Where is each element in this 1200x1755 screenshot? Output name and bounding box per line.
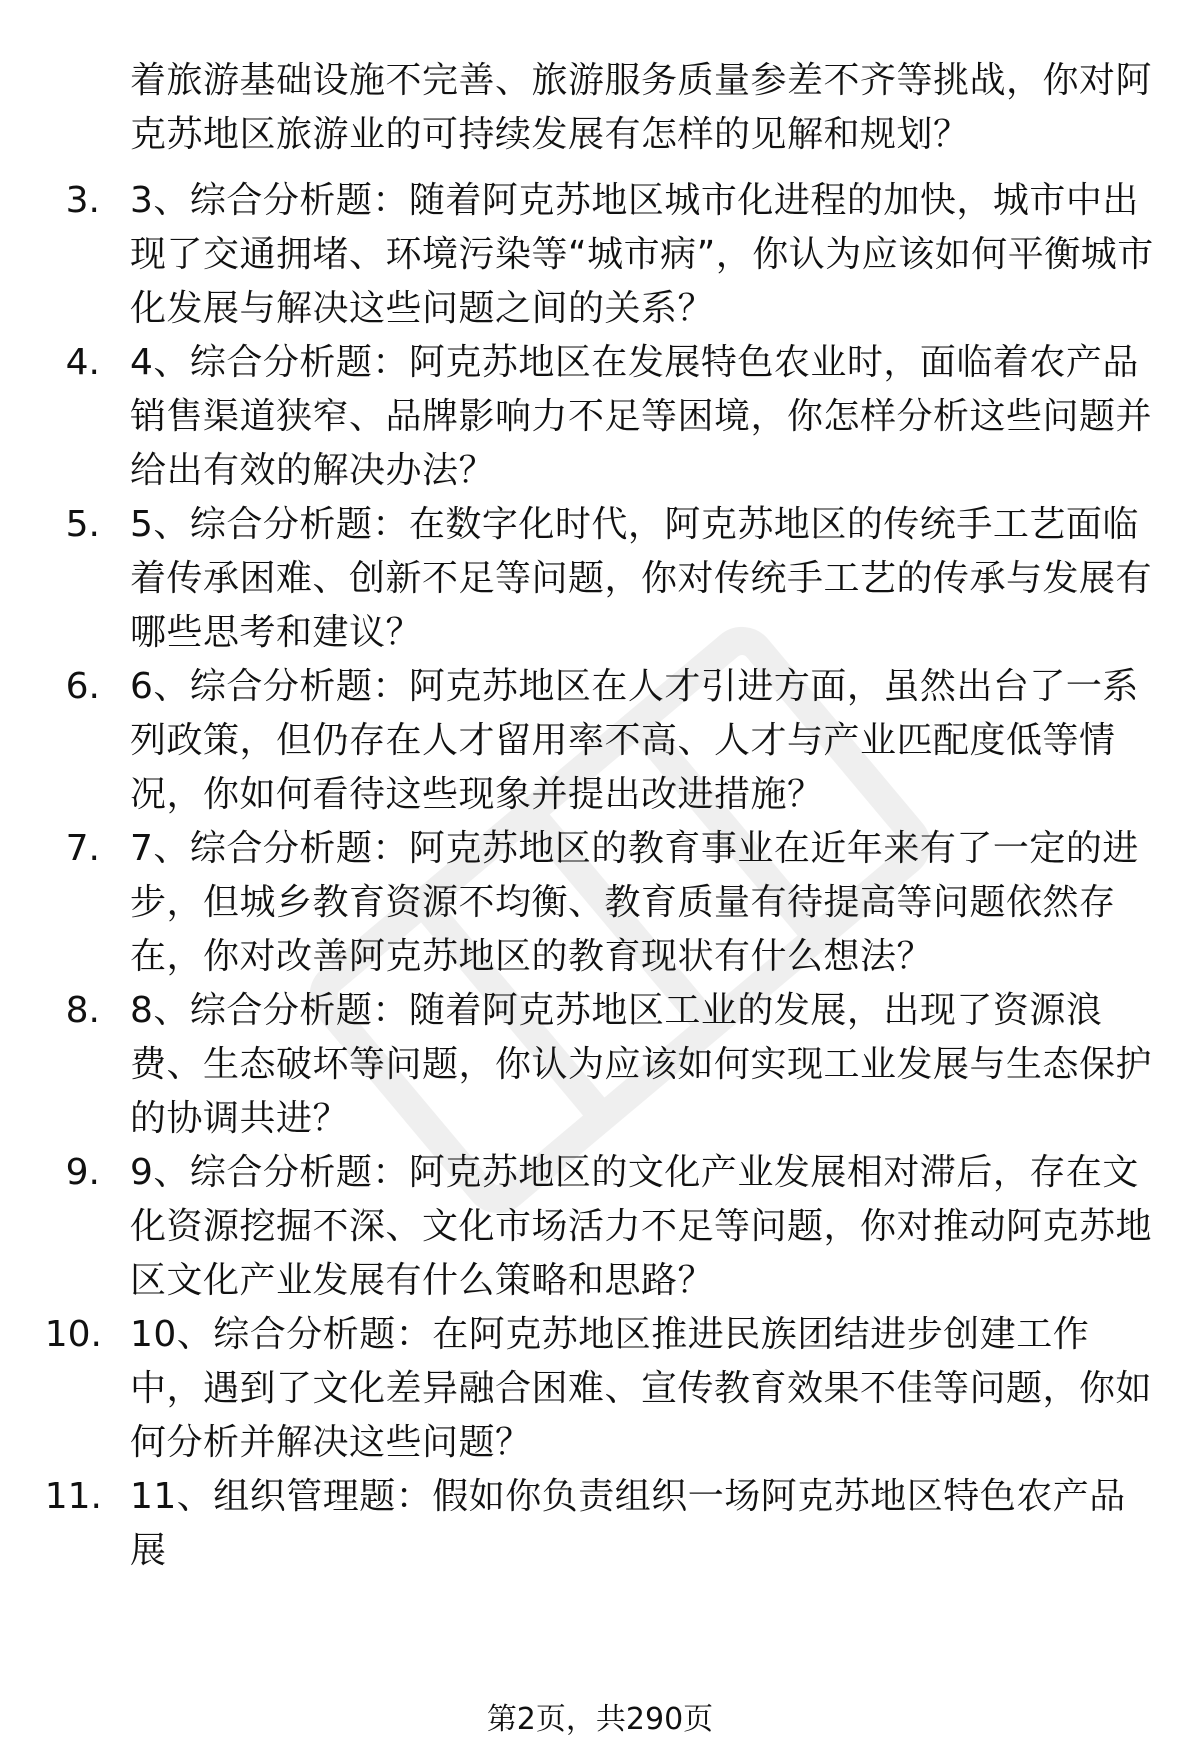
- item-text: 11、组织管理题：假如你负责组织一场阿克苏地区特色农产品展: [130, 1476, 1126, 1571]
- item-number: 7.: [65, 828, 100, 869]
- page-footer: 第2页，共290页: [486, 1702, 714, 1737]
- item-text: 10、综合分析题：在阿克苏地区推进民族团结进步创建工作中，遇到了文化差异融合困难、宣传教育效果不佳等问题，你如何分析并解决这些问题？: [130, 1314, 1153, 1463]
- item-text: 4、综合分析题：阿克苏地区在发展特色农业时，面临着农产品销售渠道狭窄、品牌影响力不足等困境，你怎样分析这些问题并给出有效的解决办法？: [130, 342, 1153, 491]
- item-text: 3、综合分析题：随着阿克苏地区城市化进程的加快，城市中出现了交通拥堵、环境污染等“城市病”，你认为应该如何平衡城市化发展与解决这些问题之间的关系？: [130, 180, 1154, 329]
- item-text: 8、综合分析题：随着阿克苏地区工业的发展，出现了资源浪费、生态破坏等问题，你认为应该如何实现工业发展与生态保护的协调共进？: [130, 990, 1153, 1139]
- item-number: 6.: [65, 666, 100, 707]
- item-text: 6、综合分析题：阿克苏地区在人才引进方面，虽然出台了一系列政策，但仍存在人才留用率不高、人才与产业匹配度低等情况，你如何看待这些现象并提出改进措施？: [130, 666, 1139, 815]
- item-number: 9.: [65, 1152, 100, 1193]
- item-number: 10.: [44, 1314, 102, 1355]
- item-number: 3.: [65, 180, 100, 221]
- item-text: 5、综合分析题：在数字化时代，阿克苏地区的传统手工艺面临着传承困难、创新不足等问题，你对传统手工艺的传承与发展有哪些思考和建议？: [130, 504, 1153, 653]
- item-text: 7、综合分析题：阿克苏地区的教育事业在近年来有了一定的进步，但城乡教育资源不均衡、教育质量有待提高等问题依然存在，你对改善阿克苏地区的教育现状有什么想法？: [130, 828, 1139, 977]
- item-text: 9、综合分析题：阿克苏地区的文化产业发展相对滞后，存在文化资源挖掘不深、文化市场活力不足等问题，你对推动阿克苏地区文化产业发展有什么策略和思路？: [130, 1152, 1153, 1301]
- item-number: 11.: [44, 1476, 102, 1517]
- continuation-text: 着旅游基础设施不完善、旅游服务质量参差不齐等挑战，你对阿克苏地区旅游业的可持续发展有怎样的见解和规划？: [130, 60, 1153, 155]
- item-number: 5.: [65, 504, 100, 545]
- item-number: 8.: [65, 990, 100, 1031]
- item-number: 4.: [65, 342, 100, 383]
